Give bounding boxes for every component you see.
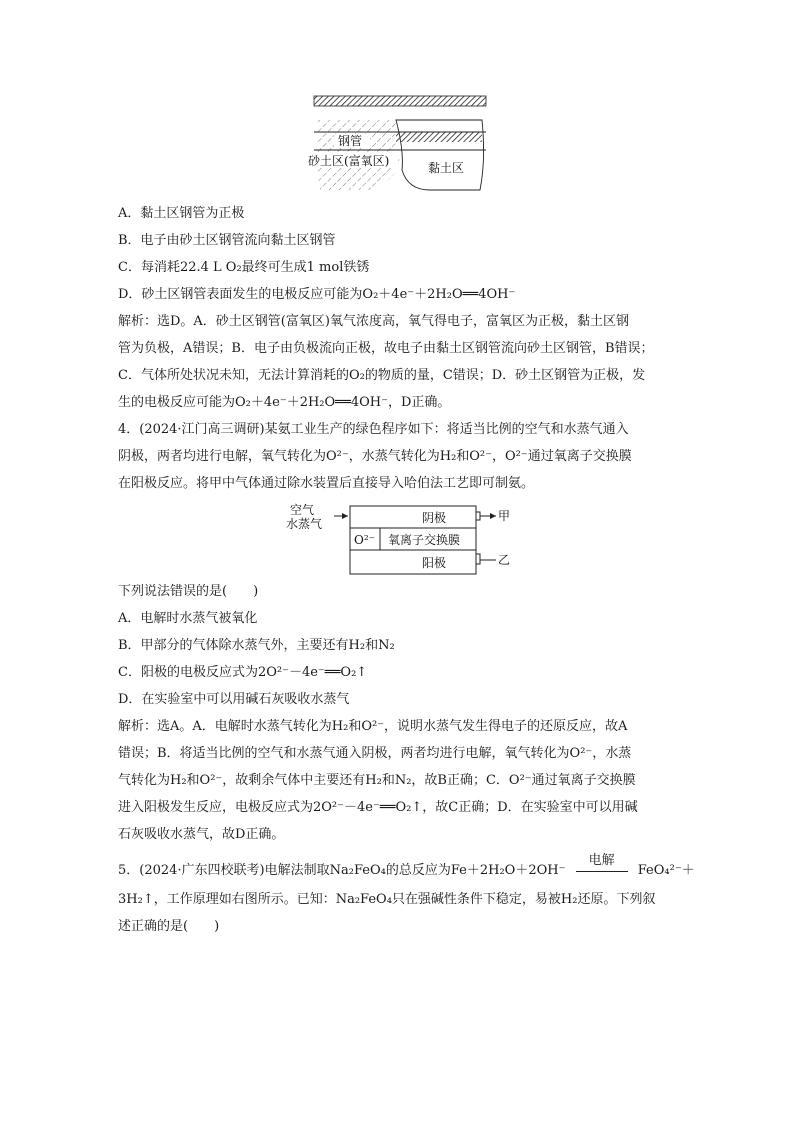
q4-stem-line-1: 4．(2024·江门高三调研)某氨工业生产的绿色程序如下：将适当比例的空气和水蒸气通入: [118, 422, 629, 437]
q4-option-d: D．在实验室中可以用碱石灰吸收水蒸气: [118, 692, 350, 707]
q4-stem-line-2: 阴极，两者均进行电解，氧气转化为O²⁻，水蒸气转化为H₂和O²⁻，O²⁻通过氧离子交换膜: [118, 449, 632, 464]
membrane-ion: O²⁻: [354, 533, 375, 547]
q4-option-c: C．阳极的电极反应式为2O²⁻－4e⁻══O₂↑: [118, 665, 368, 680]
q4-analysis-line-4: 进入阳极发生反应，电极反应式为2O²⁻－4e⁻══O₂↑，故C正确；D．在实验室中可以用碱: [118, 800, 638, 815]
input-steam: 水蒸气: [286, 517, 323, 531]
q3-analysis-line-3: C．气体所处状况未知，无法计算消耗的O₂的物质的量，C错误；D．砂土区钢管为正极，发: [118, 368, 646, 383]
q3-option-d: D．砂土区钢管表面发生的电极反应可能为O₂＋4e⁻＋2H₂O══4OH⁻: [118, 287, 516, 302]
q3-option-c: C．每消耗22.4 L O₂最终可生成1 mol铁锈: [118, 260, 370, 275]
q3-analysis-line-1: 解析：选D。A．砂土区钢管(富氧区)氧气浓度高，氧气得电子，富氧区为正极，黏土区钢: [118, 314, 629, 329]
sand-label: 砂土区(富氧区): [308, 154, 390, 168]
q3-analysis-line-2: 管为负极，A错误；B．电子由负极流向正极，故电子由黏土区钢管流向砂土区钢管，B错误；: [118, 341, 654, 356]
q4-analysis-line-5: 石灰吸收水蒸气，故D正确。: [118, 827, 285, 842]
ground-surface: [314, 96, 486, 106]
q4-stem-line-3: 在阳极反应。将甲中气体通过除水装置后直接导入哈伯法工艺即可制氨。: [118, 476, 535, 491]
electrolysis-figure: [280, 500, 520, 582]
q5-equation-right: FeO₄²⁻＋: [637, 863, 695, 878]
q5-line-2: 3H₂↑，工作原理如右图所示。已知：Na₂FeO₄只在强碱性条件下稳定，易被H₂还原。下列叙: [118, 892, 656, 907]
q5-condition-label: 电解: [588, 853, 615, 868]
clay-label: 黏土区: [428, 161, 465, 175]
q3-option-b: B．电子由砂土区钢管流向黏土区钢管: [118, 233, 336, 248]
q4-analysis-line-1: 解析：选A。A．电解时水蒸气转化为H₂和O²⁻，说明水蒸气发生得电子的还原反应，故A: [118, 719, 628, 734]
input-air: 空气: [290, 503, 315, 517]
q5-line-3: 述正确的是( ): [118, 919, 220, 934]
q5-condition-bar: [576, 871, 628, 872]
q3-option-a: A．黏土区钢管为正极: [118, 206, 245, 221]
cathode-label: 阴极: [422, 511, 447, 525]
output-yi: 乙: [498, 553, 511, 567]
q5-condition: [574, 853, 630, 880]
membrane-label: 氧离子交换膜: [388, 533, 461, 547]
corrosion-figure: [300, 90, 500, 200]
q4-analysis-line-3: 气转化为H₂和O²⁻，故剩余气体中主要还有H₂和N₂，故B正确；C．O²⁻通过氧离子交换膜: [118, 773, 636, 788]
anode-label: 阳极: [422, 556, 447, 570]
output-jia: 甲: [498, 509, 511, 523]
q3-analysis-line-4: 生的电极反应可能为O₂＋4e⁻＋2H₂O══4OH⁻，D正确。: [118, 395, 451, 410]
q4-analysis-line-2: 错误；B．将适当比例的空气和水蒸气通入阴极，两者均进行电解，氧气转化为O²⁻，水蒸: [118, 746, 632, 761]
pipe-label: 钢管: [338, 134, 363, 148]
q5-line-1: [118, 853, 695, 880]
q4-option-b: B．甲部分的气体除水蒸气外，主要还有H₂和N₂: [118, 638, 395, 653]
q4-option-a: A．电解时水蒸气被氧化: [118, 611, 258, 626]
clay-region: [396, 120, 484, 190]
q5-equation-left: 5．(2024·广东四校联考)电解法制取Na₂FeO₄的总反应为Fe＋2H₂O＋2OH⁻: [118, 863, 566, 878]
q4-question: 下列说法错误的是( ): [118, 584, 259, 599]
